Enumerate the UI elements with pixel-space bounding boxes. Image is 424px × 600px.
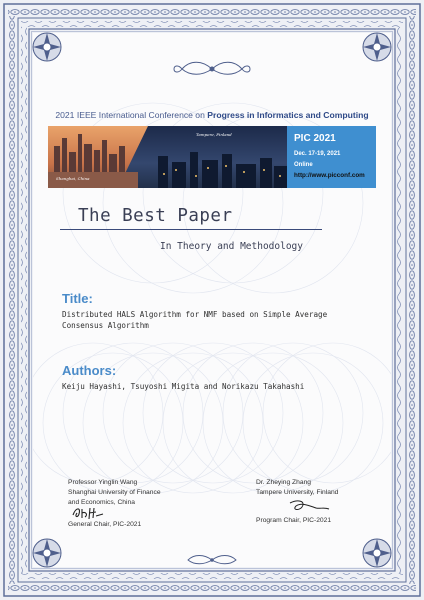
right-signatory-role: Program Chair, PIC-2021: [256, 517, 332, 524]
photo-caption-right: Tampere, Finland: [196, 132, 232, 137]
left-signatory-affiliation-1: Shanghai University of Finance: [68, 489, 161, 496]
right-signatory-affiliation-1: Tampere University, Finland: [256, 489, 339, 496]
corner-rosette-icon: [360, 536, 394, 570]
conference-url: http://www.picconf.com: [294, 172, 365, 179]
conference-dates: Dec. 17-19, 2021: [294, 151, 341, 157]
award-divider: [60, 229, 322, 230]
conference-mode: Online: [294, 162, 313, 168]
left-handwritten-signature: [70, 505, 106, 521]
right-signatory: [256, 478, 338, 498]
left-signatory: [68, 478, 161, 508]
paper-title-line-1: Distributed HALS Algorithm for NMF based on Simple Average: [62, 310, 328, 319]
right-handwritten-signature: [286, 497, 332, 515]
left-signatory-name: Professor Yinglin Wang: [68, 479, 138, 486]
flourish-ornament-icon: [172, 58, 252, 80]
corner-rosette-icon: [30, 30, 64, 64]
paper-authors: Keiju Hayashi, Tsuyoshi Migita and Norikazu Takahashi: [62, 382, 305, 391]
conference-info-panel: [287, 126, 376, 188]
authors-heading: Authors:: [62, 363, 117, 378]
corner-rosette-icon: [30, 536, 64, 570]
conference-banner: [48, 126, 376, 188]
conference-prefix: 2021 IEEE International Conference on: [55, 110, 208, 120]
award-title: The Best Paper: [78, 206, 233, 226]
conference-name: Progress in Informatics and Computing: [207, 110, 369, 120]
right-signatory-name: Dr. Zheying Zhang: [256, 479, 312, 486]
title-heading: Title:: [62, 291, 93, 306]
conference-title: [48, 110, 376, 120]
paper-title-line-2: Consensus Algorithm: [62, 321, 149, 330]
left-signatory-role: General Chair, PIC-2021: [68, 521, 142, 528]
photo-caption-left: Shanghai, China: [56, 176, 90, 181]
conference-short-name: PIC 2021: [294, 133, 336, 144]
award-category: In Theory and Methodology: [160, 241, 303, 252]
left-signatory-affiliation-2: and Economics, China: [68, 499, 135, 506]
flourish-ornament-icon: [182, 553, 242, 567]
corner-rosette-icon: [360, 30, 394, 64]
